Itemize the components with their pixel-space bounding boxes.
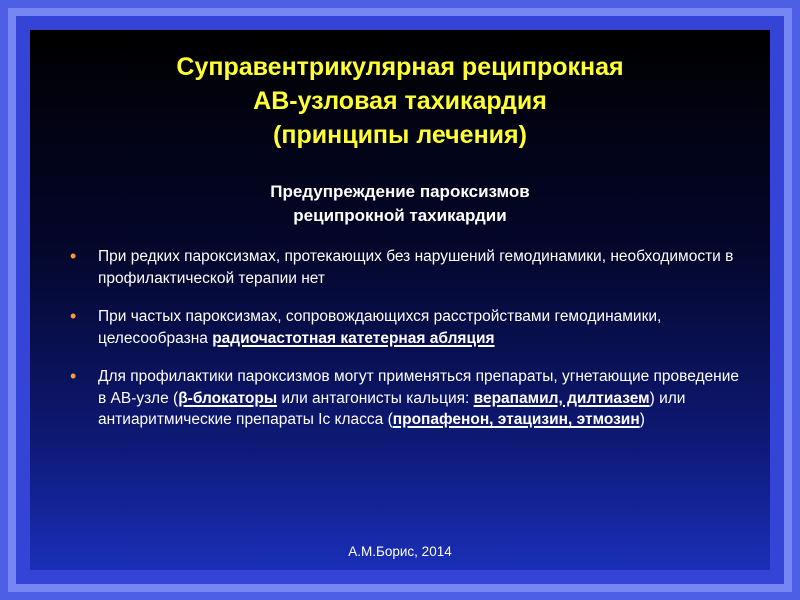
highlight-class-ic-drugs: пропафенон, этацизин, этмозин <box>392 411 640 428</box>
slide <box>30 30 770 570</box>
footer-author: А.М.Борис, 2014 <box>348 544 452 559</box>
bullet-text: ) <box>639 411 645 428</box>
section-heading-line-2: реципрокной тахикардии <box>293 206 507 225</box>
bullet-item <box>68 306 740 349</box>
bullet-text: При редких пароксизмах, протекающих без нарушений гемодинамики, необходимости в профилактической терапии нет <box>98 248 734 287</box>
highlight-ablation: радиочастотная катетерная абляция <box>212 329 495 347</box>
bullet-marker-icon: • <box>70 366 77 386</box>
highlight-calcium-antagonists: верапамил, дилтиазем <box>473 389 650 407</box>
bullet-list <box>68 246 740 448</box>
bullet-item <box>68 246 740 289</box>
bullet-item <box>68 366 740 431</box>
slide-title <box>30 50 770 152</box>
highlight-beta-blockers: β-блокаторы <box>178 389 278 407</box>
title-line-2: АВ-узловая тахикардия <box>253 87 547 115</box>
bullet-text: ) или антиаритмические препараты Ic класса ( <box>98 389 686 428</box>
bullet-text: Для профилактики пароксизмов могут применяться препараты, угнетающие проведение в АВ-узле ( <box>98 368 740 407</box>
title-line-3: (принципы лечения) <box>273 121 527 149</box>
section-heading-line-1: Предупреждение пароксизмов <box>270 182 530 201</box>
bullet-text: или антагонисты кальция: <box>277 389 474 407</box>
bullet-text: При частых пароксизмах, сопровождающихся расстройствами гемодинамики, целесообразна <box>98 308 662 347</box>
bullet-marker-icon: • <box>70 306 77 326</box>
title-line-1: Суправентрикулярная реципрокная <box>176 53 624 81</box>
section-heading <box>30 180 770 228</box>
bullet-marker-icon: • <box>70 246 77 266</box>
